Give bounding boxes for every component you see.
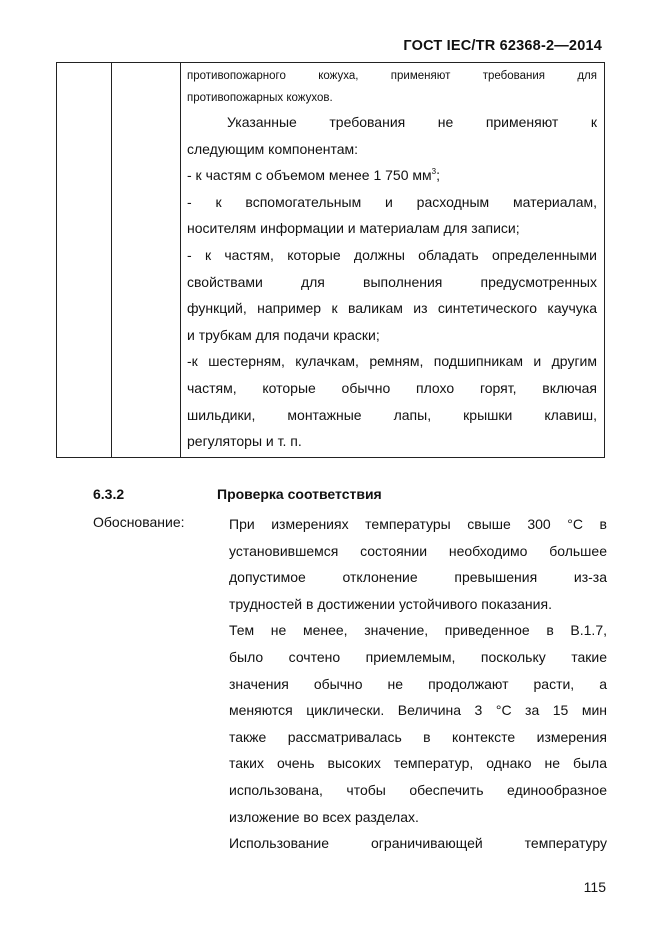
requirements-table — [56, 62, 605, 458]
document-header: ГОСТ IEC/TR 62368-2—2014 — [403, 38, 602, 54]
table-line: - к частям, которые должны обладать определенными — [187, 246, 597, 263]
table-line: шильдики, монтажные лапы, крышки клавиш, — [187, 406, 597, 423]
body-line: установившемся состоянии необходимо большее — [229, 542, 607, 559]
table-line: - к вспомогательным и расходным материалам, — [187, 193, 597, 210]
table-text-cell — [187, 65, 597, 455]
table-line: Указанные требования не применяют к — [227, 114, 597, 130]
body-line: Тем не менее, значение, приведенное в В.1.7, — [229, 622, 607, 639]
table-line: носителям информации и материалам для записи; — [187, 220, 520, 237]
body-line: значения обычно не продолжают расти, а — [229, 675, 607, 692]
body-line: Использование ограничивающей температуру — [229, 835, 607, 852]
table-line: частям, которые обычно плохо горят, включая — [187, 379, 597, 396]
table-line: регуляторы и т. п. — [187, 433, 302, 450]
body-line: трудностей в достижении устойчивого показания. — [229, 595, 552, 612]
body-line: При измерениях температуры свыше 300 °С в — [229, 516, 607, 532]
table-line: функций, например к валикам из синтетического каучука — [187, 300, 597, 317]
table-line: -к шестерням, кулачкам, ремням, подшипникам и другим — [187, 353, 597, 370]
body-line: таких очень высоких температур, однако не была — [229, 755, 607, 772]
table-line: свойствами для выполнения предусмотренных — [187, 273, 597, 290]
body-line: изложение во всех разделах. — [229, 808, 419, 825]
body-line: меняются циклически. Величина 3 °С за 15 мин — [229, 702, 607, 719]
table-line: следующим компонентам: — [187, 140, 359, 157]
table-small-line: противопожарного кожуха, применяют требования для — [187, 70, 597, 82]
table-column-divider — [180, 63, 181, 457]
section-title: Проверка соответствия — [217, 486, 382, 502]
table-line: и трубкам для подачи краски; — [187, 326, 380, 343]
body-line: допустимое отклонение превышения из-за — [229, 569, 607, 586]
table-line-volume: - к частям с объемом менее 1 750 $мм^3$; — [187, 167, 440, 184]
body-line: также рассматривалась в контексте измерения — [229, 728, 607, 745]
page-number: 115 — [583, 879, 606, 895]
body-line: было сочтено приемлемым, поскольку такие — [229, 648, 607, 665]
rationale-body — [229, 511, 607, 857]
section-number: 6.3.2 — [93, 486, 125, 502]
table-small-line: противопожарных кожухов. — [187, 92, 333, 104]
rationale-label: Обоснование: — [93, 514, 185, 530]
body-line: использована, чтобы обеспечить единообразное — [229, 781, 607, 798]
table-column-divider — [111, 63, 112, 457]
